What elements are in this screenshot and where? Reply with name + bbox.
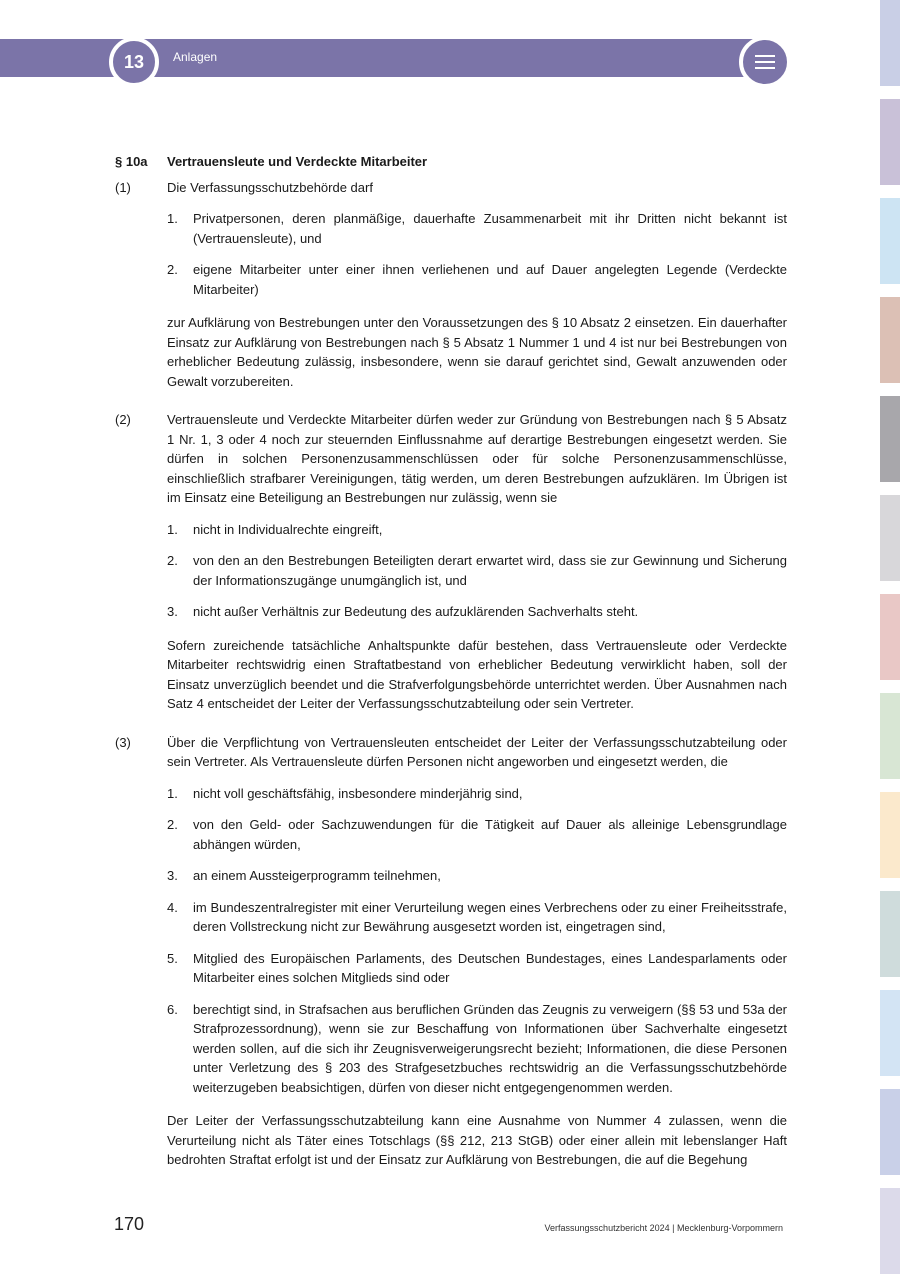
paragraph-continuation: Der Leiter der Verfassungsschutzabteilung kann eine Ausnahme von Nummer 4 zulassen, wenn die Verurteilung nicht als Täter eines Totschlags (§§ 212, 213 StGB) oder einer allein mit lebenslanger Haft bedrohten Straftat erfolgt ist und der Einsatz zur Aufklärung von Bestrebungen, die auf die Begehung	[167, 1113, 787, 1167]
chapter-tab[interactable]	[880, 1089, 900, 1175]
list-item-number: 1.	[167, 785, 178, 801]
page-number: 170	[114, 1214, 145, 1234]
paragraph-list	[167, 784, 787, 1098]
list-item	[167, 602, 787, 622]
chapter-number-badge	[109, 37, 159, 87]
list-item-text: an einem Aussteigerprogramm teilnehmen,	[193, 868, 441, 883]
paragraph-intro: Über die Verpflichtung von Vertrauensleuten entscheidet der Leiter der Verfassungsschutzabteilung oder sein Vertreter. Als Vertrauensleute dürfen Personen nicht angeworben und eingesetzt werden, die	[167, 734, 787, 769]
chapter-tab[interactable]	[880, 297, 900, 383]
chapter-number: 13	[123, 51, 145, 72]
list-item-number: 2.	[167, 262, 178, 277]
list-item-text: nicht voll geschäftsfähig, insbesondere minderjährig sind,	[193, 785, 523, 801]
list-item-text: Privatpersonen, deren planmäßige, dauerhafte Zusammenarbeit mit ihr Dritten nicht bekannt ist (Vertrauensleute), und	[193, 211, 787, 246]
list-item-text: Mitglied des Europäischen Parlaments, des Deutschen Bundestages, eines Landesparlaments oder Mitarbeiter eines solchen Mitglieds sind oder	[193, 950, 787, 985]
chapter-tab[interactable]	[880, 99, 900, 185]
paragraph-number: (3)	[115, 734, 131, 750]
paragraph-continuation: Sofern zureichende tatsächliche Anhaltspunkte dafür bestehen, dass Vertrauensleute oder Verdeckte Mitarbeiter rechtswidrig einen Straftatbestand von erheblicher Bedeutung verwirklicht haben, soll der Einsatz unverzüglich beendet und die Strafverfolgungsbehörde unterrichtet werden. Über Ausnahmen nach Satz 4 entscheidet der Leiter der Verfassungsschutzabteilung oder sein Vertreter.	[167, 637, 787, 711]
list-item	[167, 209, 787, 248]
chapter-title: Anlagen	[173, 50, 218, 64]
footer-text: Verfassungsschutzbericht 2024 | Mecklenburg-Vorpommern	[544, 1223, 783, 1233]
page-content	[115, 152, 787, 1170]
list-item	[167, 260, 787, 299]
list-item-number: 3.	[167, 868, 178, 883]
chapter-tab[interactable]	[880, 495, 900, 581]
paragraph-continuation: zur Aufklärung von Bestrebungen unter den Voraussetzungen des § 10 Absatz 2 einsetzen. Ein dauerhafter Einsatz zur Aufklärung von Bestrebungen nach § 5 Absatz 1 Nummer 1 und 4 ist nur bei Bestrebungen von erheblicher Bedeutung zulässig, insbesondere, wenn sie darauf gerichtet sind, Gewalt anzuwenden oder Gewalt vorzubereiten.	[167, 315, 787, 389]
chapter-tab[interactable]	[880, 0, 900, 86]
list-item-number: 3.	[167, 604, 178, 619]
list-item-text: eigene Mitarbeiter unter einer ihnen verliehenen und auf Dauer angelegten Legende (Verdeckte Mitarbeiter)	[193, 262, 787, 297]
paragraph-3	[115, 733, 787, 1170]
list-item-text: nicht in Individualrechte eingreift,	[193, 521, 383, 537]
list-item-text: im Bundeszentralregister mit einer Verurteilung wegen eines Verbrechens oder zu einer Freiheitsstrafe, deren Vollstreckung nicht zur Bewährung ausgesetzt worden ist, eingetragen sind,	[193, 899, 787, 934]
menu-button[interactable]	[739, 36, 791, 88]
paragraph-intro: Vertrauensleute und Verdeckte Mitarbeiter dürfen weder zur Gründung von Bestrebungen nach § 5 Absatz 1 Nr. 1, 3 oder 4 noch zur steuernden Einflussnahme auf derartige Bestrebungen eingesetzt werden. Sie dürfen in solchen Personenzusammenschlüssen oder für solche Personenzusammenschlüsse, einschließlich strafbarer Vereinigungen, tätig werden, um deren Bestrebungen aufzuklären. Im Übrigen ist im Einsatz eine Beteiligung an Bestrebungen nur zulässig, wenn sie	[167, 412, 787, 505]
paragraph-number: (2)	[115, 412, 131, 427]
chapter-tabs	[880, 0, 900, 1272]
list-item	[167, 949, 787, 988]
chapter-tab[interactable]	[880, 693, 900, 779]
paragraph-intro: Die Verfassungsschutzbehörde darf	[167, 179, 373, 195]
chapter-tab[interactable]	[880, 198, 900, 284]
hamburger-menu-icon	[755, 55, 775, 69]
chapter-tab[interactable]	[880, 990, 900, 1076]
list-item	[167, 520, 787, 540]
section-number: § 10a	[115, 154, 148, 169]
list-item-number: 4.	[167, 899, 178, 915]
paragraph-2	[115, 410, 787, 714]
chapter-tab[interactable]	[880, 1188, 900, 1274]
list-item	[167, 898, 787, 937]
list-item	[167, 551, 787, 590]
list-item-text: berechtigt sind, in Strafsachen aus beruflichen Gründen das Zeugnis zu verweigern (§§ 53 und 53a der Strafprozessordnung), wenn sie zur Beschaffung von Informationen über Sachverhalte eingesetzt werden sollen, auf die sich ihr Zeugnisverweigerungsrecht bezieht; Informationen, die diese Personen unter Verletzung des § 203 des Strafgesetzbuches rechtswidrig an die Verfassungsschutzbehörde weiterzugeben beabsichtigen, dürfen von dieser nicht entgegengenommen werden.	[193, 1001, 787, 1095]
list-item	[167, 1000, 787, 1098]
paragraph-1	[115, 178, 787, 392]
chapter-tab[interactable]	[880, 891, 900, 977]
list-item-number: 1.	[167, 211, 178, 226]
section-heading	[115, 152, 787, 172]
list-item-number: 2.	[167, 817, 178, 832]
paragraph-list	[167, 520, 787, 622]
list-item-text: von den an den Bestrebungen Beteiligten derart erwartet wird, dass sie zur Gewinnung und Sicherung der Informationszugänge unumgänglich ist, und	[193, 553, 787, 588]
paragraph-list	[167, 209, 787, 299]
list-item-text: von den Geld- oder Sachzuwendungen für die Tätigkeit auf Dauer als alleinige Lebensgrundlage abhängen würden,	[193, 817, 787, 852]
chapter-tab[interactable]	[880, 792, 900, 878]
list-item-number: 2.	[167, 553, 178, 568]
chapter-tab[interactable]	[880, 396, 900, 482]
list-item-number: 5.	[167, 950, 178, 966]
paragraph-number: (1)	[115, 179, 131, 195]
list-item	[167, 866, 787, 886]
list-item-number: 1.	[167, 521, 178, 537]
list-item-text: nicht außer Verhältnis zur Bedeutung des aufzuklärenden Sachverhalts steht.	[193, 604, 639, 619]
list-item-number: 6.	[167, 1001, 178, 1017]
section-title: Vertrauensleute und Verdeckte Mitarbeiter	[167, 154, 428, 169]
list-item	[167, 784, 787, 804]
chapter-tab[interactable]	[880, 594, 900, 680]
list-item	[167, 815, 787, 854]
